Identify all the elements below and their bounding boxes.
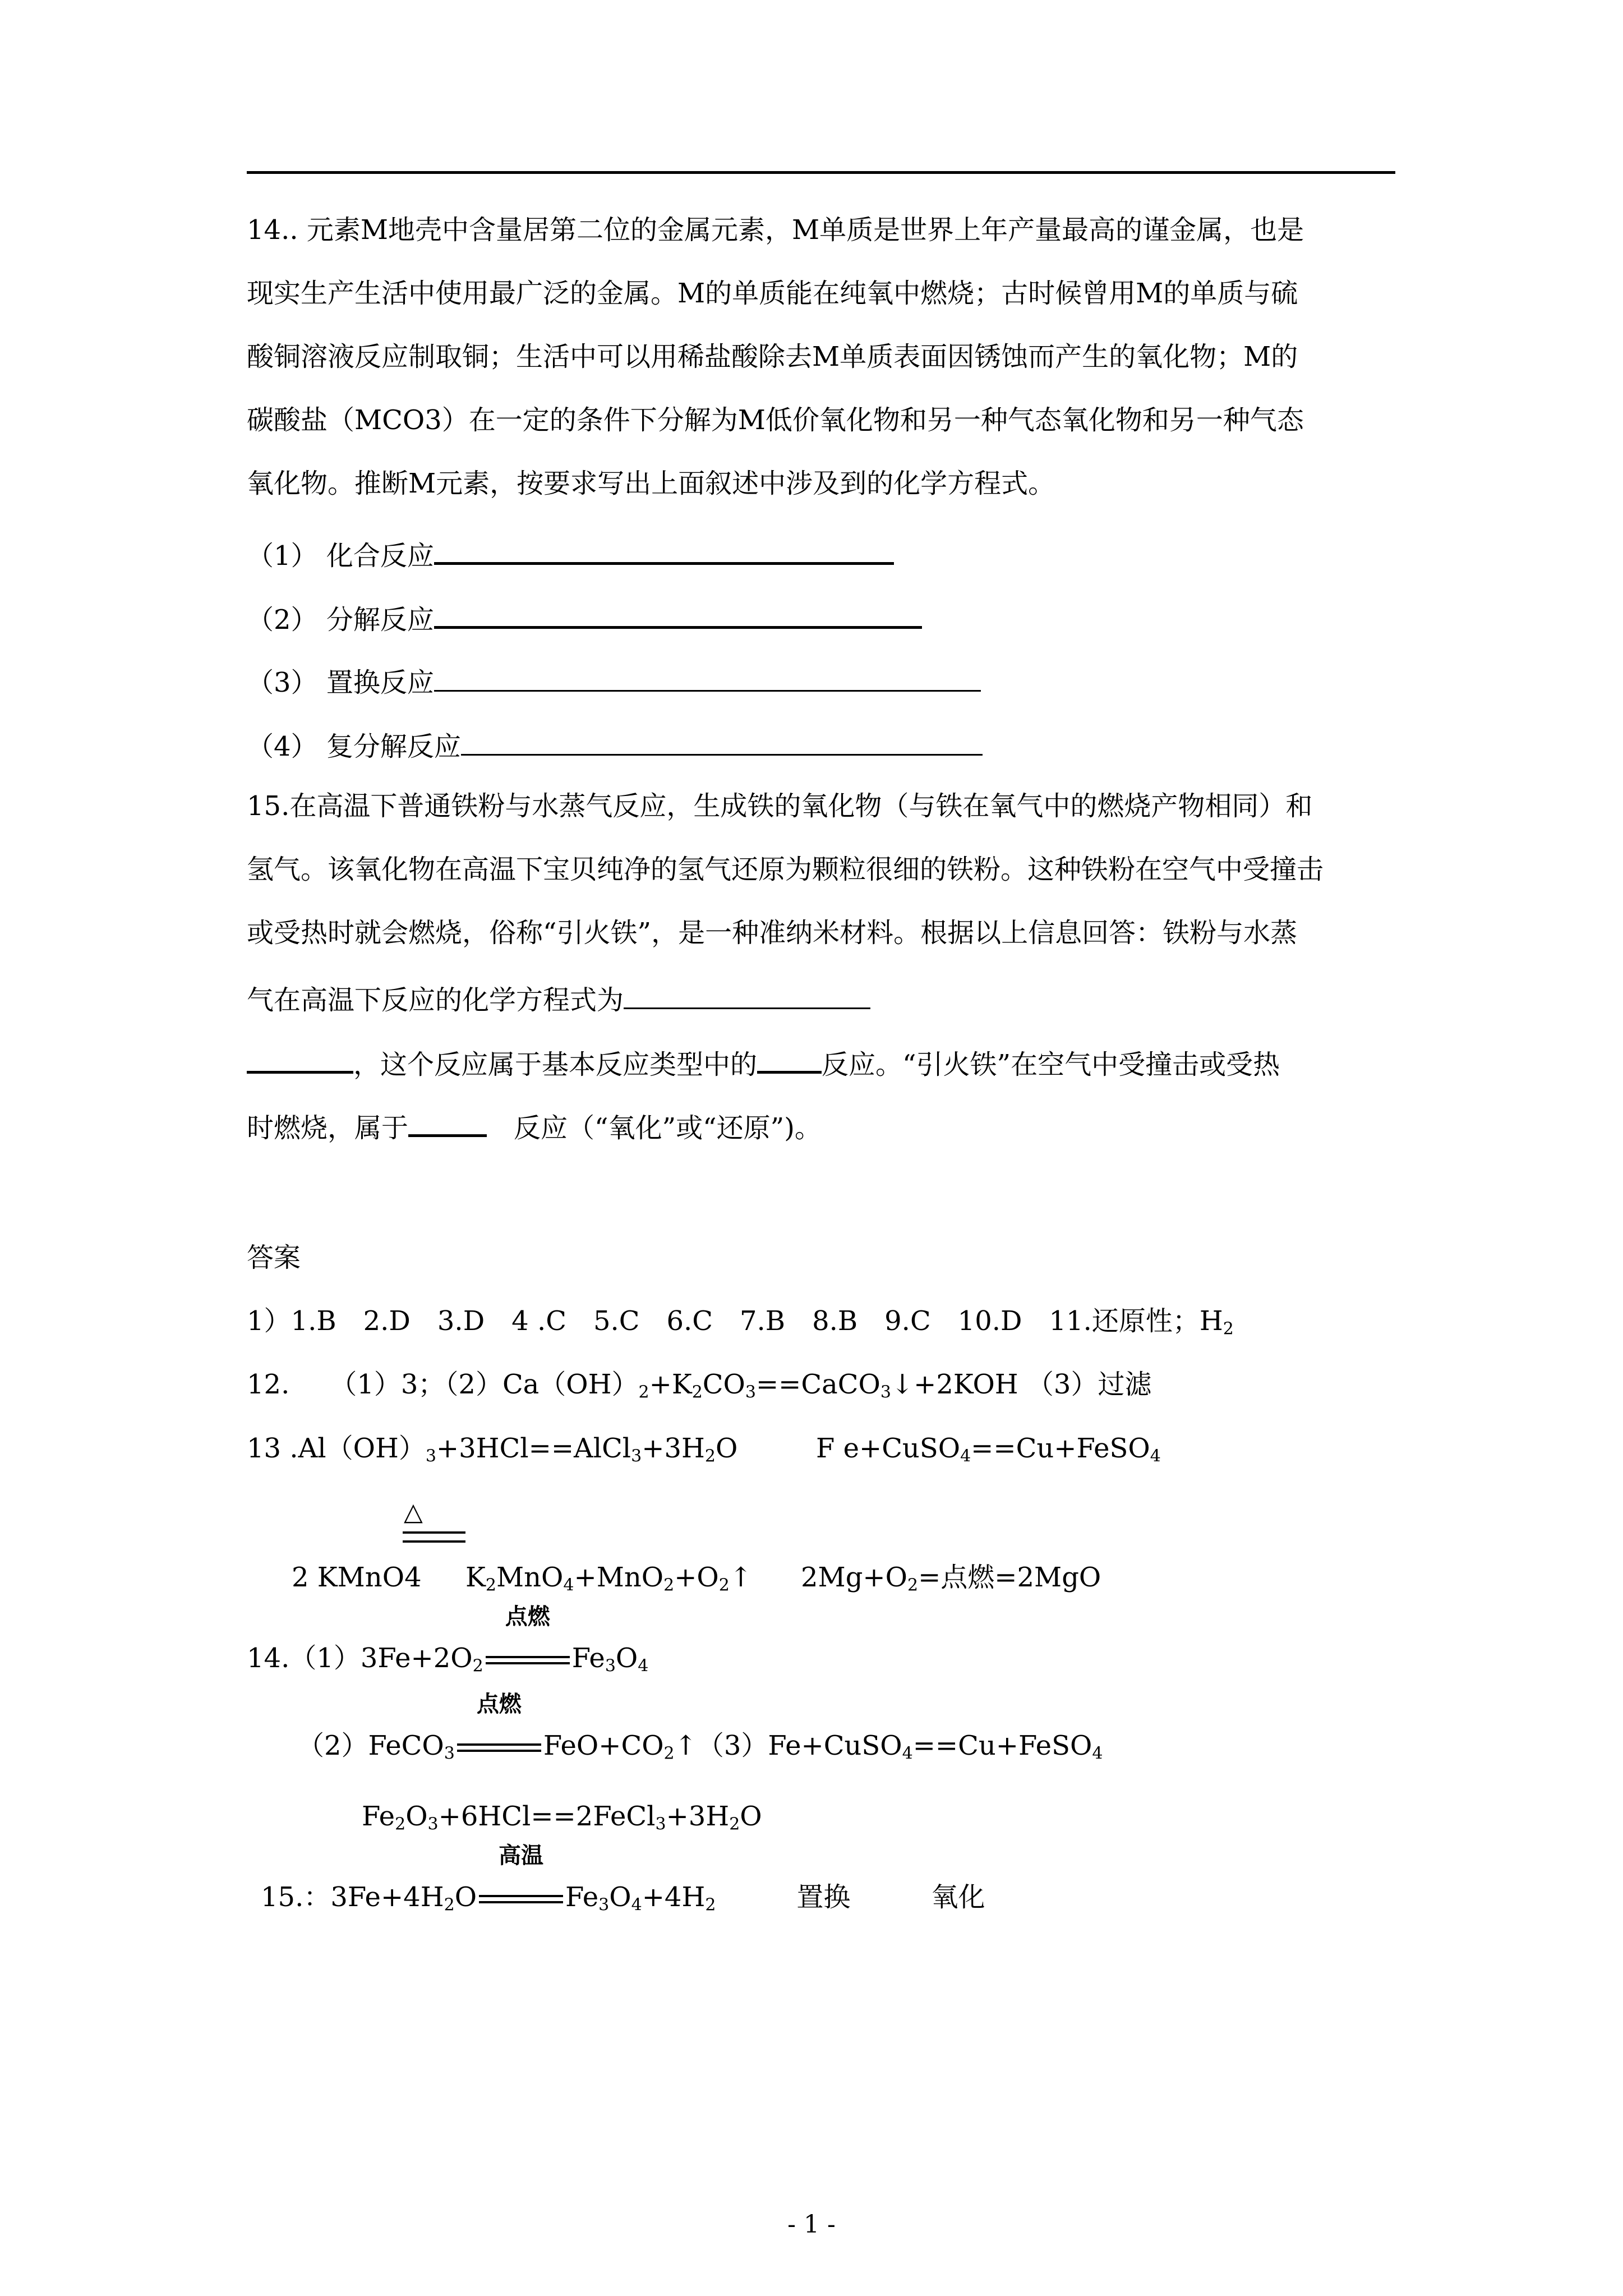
answer-line-13a: 13 $.Al(OH)_3+3HCl==AlCl_3+3H_2O$ bbox=[247, 1433, 738, 1466]
reaction-condition bbox=[483, 1603, 572, 1676]
q15-line-6 bbox=[247, 1105, 822, 1146]
answer-13-right: F e+CuSO bbox=[816, 1433, 961, 1464]
answer-blank[interactable] bbox=[408, 1105, 487, 1137]
answer-line-13b: F e+CuSO$_4$==Cu+FeSO$_4$ bbox=[816, 1433, 1161, 1466]
kmno4-products: $K_2MnO_4+MnO_2+O_2↑$ bbox=[465, 1562, 753, 1595]
answer-15-type: 置换 bbox=[796, 1881, 851, 1913]
reaction-condition bbox=[455, 1691, 543, 1764]
subscript: 4 bbox=[631, 1895, 642, 1915]
q15-line-5-mid: ，这个反应属于基本反应类型中的 bbox=[353, 1049, 758, 1080]
subscript: 2 bbox=[395, 1814, 406, 1834]
answer-15-o: O bbox=[454, 1881, 477, 1913]
subscript: 4 bbox=[563, 1575, 574, 1595]
double-equals bbox=[457, 1743, 541, 1752]
subscript: 2 bbox=[907, 1575, 919, 1595]
equals-bottom bbox=[403, 1540, 465, 1543]
condition-label: 高温 bbox=[499, 1842, 544, 1869]
subscript: 2 bbox=[485, 1575, 496, 1595]
answer-blank[interactable] bbox=[434, 533, 894, 565]
delta-symbol: △ bbox=[404, 1498, 423, 1526]
answer-1-text: 1）1.B 2.D 3.D 4 .C 5.C 6.C 7.B 8.B 9.C 10.D 11.还原性；H bbox=[247, 1305, 1223, 1337]
q14-line-2: 现实生产生活中使用最广泛的金属。M的单质能在纯氧中燃烧；古时候曾用M的单质与硫 bbox=[247, 278, 1298, 309]
subscript: 4 bbox=[1150, 1446, 1161, 1466]
mg-equation bbox=[801, 1559, 1101, 1595]
q15-line-5 bbox=[247, 1042, 1280, 1083]
q14-line-5: 氧化物。推断M元素，按要求写出上面叙述中涉及到的化学方程式。 bbox=[247, 468, 1055, 499]
double-equals bbox=[479, 1895, 563, 1903]
subscript: 3 bbox=[598, 1895, 610, 1915]
answer-blank[interactable] bbox=[624, 978, 870, 1009]
q15-line-1: 15.在高温下普通铁粉与水蒸气反应，生成铁的氧化物（与铁在氧气中的燃烧产物相同）和 bbox=[247, 790, 1313, 822]
subscript: 2 bbox=[704, 1446, 716, 1466]
subscript: 2 bbox=[472, 1656, 483, 1676]
condition-label: 点燃 bbox=[505, 1603, 550, 1630]
q14-item-2 bbox=[247, 597, 922, 638]
kmno4-product-text: K bbox=[465, 1562, 486, 1593]
answer-12-part: +K bbox=[649, 1369, 692, 1400]
equals-top bbox=[403, 1531, 465, 1534]
q15-line-2: 氢气。该氧化物在高温下宝贝纯净的氢气还原为颗粒很细的铁粉。这种铁粉在空气中受撞击 bbox=[247, 854, 1324, 885]
subscript: 3 bbox=[605, 1656, 616, 1676]
q15-line-3: 或受热时就会燃烧，俗称“引火铁”，是一种准纳米材料。根据以上信息回答：铁粉与水蒸 bbox=[247, 917, 1298, 949]
item-label: 复分解反应 bbox=[326, 731, 461, 762]
subscript: 2 bbox=[729, 1814, 740, 1834]
item-label: 置换反应 bbox=[326, 667, 434, 698]
answer-blank[interactable] bbox=[434, 597, 922, 629]
item-number: （1） bbox=[247, 540, 318, 572]
answer-blank[interactable] bbox=[247, 1042, 353, 1074]
answer-14-text: 14.（1）3Fe+2O bbox=[247, 1642, 473, 1674]
answer-blank[interactable] bbox=[461, 725, 983, 756]
answer-12-part: ==CaCO bbox=[755, 1369, 880, 1400]
answer-14-line-4: $Fe_2O_3+6HCl==2FeCl_3+3H_2O$ bbox=[362, 1801, 762, 1834]
q15-line-4 bbox=[247, 978, 870, 1018]
answer-14-3-rest: ==Cu+FeSO bbox=[912, 1730, 1092, 1761]
subscript: 2 bbox=[691, 1382, 703, 1402]
answer-14-2-text: （2）FeCO bbox=[297, 1730, 444, 1761]
subscript: 2 bbox=[638, 1382, 649, 1402]
q14-item-4 bbox=[247, 725, 983, 765]
q15-line-4-text: 气在高温下反应的化学方程式为 bbox=[247, 984, 624, 1016]
kmno4-reactant: 2 KMnO4 bbox=[292, 1562, 422, 1593]
q14-line-1: 14.. 元素M地壳中含量居第二位的金属元素，M单质是世界上年产量最高的谨金属，也是 bbox=[247, 214, 1304, 246]
answer-14-3-text: ↑（3）Fe+CuSO bbox=[674, 1730, 902, 1761]
answer-14-product: Fe bbox=[571, 1642, 605, 1674]
subscript: 3 bbox=[425, 1446, 436, 1466]
mg-rest: =点燃=2MgO bbox=[918, 1562, 1101, 1593]
answers-heading: 答案 bbox=[247, 1242, 301, 1273]
item-label: 分解反应 bbox=[326, 604, 434, 636]
item-number: （4） bbox=[247, 731, 318, 762]
subscript: 3 bbox=[631, 1446, 642, 1466]
answer-blank[interactable] bbox=[434, 661, 981, 692]
answer-12-part: ↓+2KOH （3）过滤 bbox=[891, 1369, 1152, 1400]
subscript: 3 bbox=[880, 1382, 891, 1402]
subscript: 2 bbox=[705, 1895, 716, 1915]
answer-15-oxidation: 氧化 bbox=[931, 1881, 985, 1913]
answer-14-line-1: $14.(1)3Fe+2O_2$ 点燃 $Fe_3O_4$ bbox=[247, 1603, 649, 1676]
subscript: 2 bbox=[718, 1575, 730, 1595]
answer-14-4-text: Fe bbox=[362, 1801, 395, 1832]
header-rule bbox=[247, 171, 1395, 174]
answer-line-1 bbox=[247, 1303, 1234, 1339]
answer-14-line-2 bbox=[297, 1691, 1103, 1764]
q15-line-6-end: 反应（“氧化”或“还原”)。 bbox=[514, 1112, 822, 1144]
subscript: 4 bbox=[638, 1656, 649, 1676]
double-equals bbox=[486, 1656, 570, 1664]
item-number: （2） bbox=[247, 604, 318, 636]
subscript: 2 bbox=[1223, 1319, 1234, 1339]
answer-13-text: 13 .Al（OH） bbox=[247, 1433, 426, 1464]
answer-15-line: 15.：$3Fe+4H_2O$ 高温 $Fe_3O_4+4H_2$ 置换 氧化 bbox=[261, 1842, 985, 1915]
answer-15-text: 15.：3Fe+4H bbox=[261, 1881, 444, 1913]
subscript: 2 bbox=[663, 1575, 675, 1595]
q14-line-4: 碳酸盐（MCO3）在一定的条件下分解为M低价氧化物和另一种气态氧化物和另一种气态 bbox=[247, 404, 1304, 436]
subscript: 4 bbox=[960, 1446, 971, 1466]
subscript: 3 bbox=[655, 1814, 666, 1834]
q15-line-6-start: 时燃烧，属于 bbox=[247, 1112, 409, 1144]
subscript: 2 bbox=[663, 1743, 675, 1764]
q15-line-5-end: 反应。“引火铁”在空气中受撞击或受热 bbox=[822, 1049, 1280, 1080]
reaction-condition bbox=[477, 1842, 565, 1915]
subscript: 3 bbox=[745, 1382, 756, 1402]
subscript: 3 bbox=[444, 1743, 455, 1764]
subscript: 4 bbox=[902, 1743, 913, 1764]
item-number: （3） bbox=[247, 667, 318, 698]
q14-line-3: 酸铜溶液反应制取铜；生活中可以用稀盐酸除去M单质表面因锈蚀而产生的氧化物；M的 bbox=[247, 341, 1298, 372]
mg-text: 2Mg+O bbox=[801, 1562, 907, 1593]
answer-12-part: CO bbox=[702, 1369, 745, 1400]
answer-15-product: Fe bbox=[565, 1881, 599, 1913]
condition-label: 点燃 bbox=[476, 1691, 522, 1717]
answer-12-text: 12. （1）3；（2）Ca（OH） bbox=[247, 1369, 639, 1400]
subscript: 3 bbox=[427, 1814, 439, 1834]
q14-item-3 bbox=[247, 661, 981, 701]
page-number: - 1 - bbox=[787, 2210, 836, 2239]
answer-blank[interactable] bbox=[757, 1042, 822, 1074]
answer-14-2-product: FeO+CO bbox=[543, 1730, 664, 1761]
subscript: 4 bbox=[1092, 1743, 1103, 1764]
item-label: 化合反应 bbox=[326, 540, 434, 572]
q14-item-1 bbox=[247, 533, 894, 574]
answer-line-12 bbox=[247, 1366, 1151, 1402]
subscript: 2 bbox=[444, 1895, 455, 1915]
